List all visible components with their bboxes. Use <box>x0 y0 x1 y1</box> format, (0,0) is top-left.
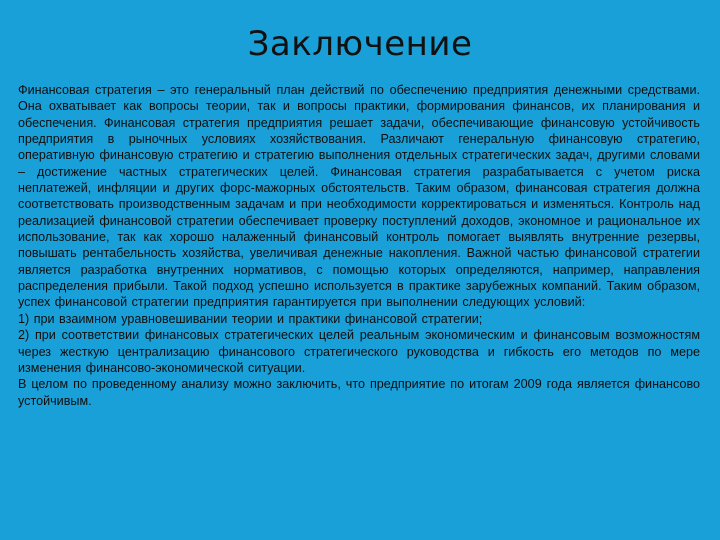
paragraph-condition-1: 1) при взаимном уравновешивании теории и практики финансовой стратегии; <box>18 311 483 326</box>
paragraph-condition-2: 2) при соответствии финансовых стратегических целей реальным экономическим и финансовым возможностям через жесткую централизацию финансового стратегического руководства и гибкость его методов по мере изменения финансово-экономической ситуации. <box>18 328 700 375</box>
paragraph-conclusion: В целом по проведенному анализу можно заключить, что предприятие по итогам 2009 года является финансово устойчивым. <box>18 377 700 408</box>
slide-body <box>18 82 700 409</box>
slide-title: Заключение <box>247 24 473 64</box>
paragraph-main: Финансовая стратегия – это генеральный план действий по обеспечению предприятия денежными средствами. Она охватывает как вопросы теории, так и вопросы практики, формирования финансов, их планирования и обеспечения. Финансовая стратегия предприятия решает задачи, обеспечивающие финансовую устойчивость предприятия в рыночных условиях хозяйствования. Различают генеральную финансовую стратегию, оперативную финансовую стратегию и стратегию выполнения отдельных стратегических задач, другими словами – достижение частных стратегических целей. Финансовая стратегия разрабатывается с учетом риска неплатежей, инфляции и других форс-мажорных обстоятельств. Таким образом, финансовая стратегия должна соответствовать производственным задачам и при необходимости корректироваться и изменяться. Контроль над реализацией финансовой стратегии обеспечивает проверку поступлений доходов, экономное и рациональное их использование, так как хорошо налаженный финансовый контроль помогает выявлять внутренние резервы, повышать рентабельность хозяйства, увеличивая денежные накопления. Важной частью финансовой стратегии является разработка внутренних нормативов, с помощью которых определяются, например, направления распределения прибыли. Такой подход успешно используется в практике зарубежных компаний. Таким образом, успех финансовой стратегии предприятия гарантируется при выполнении следующих условий: <box>18 83 700 310</box>
